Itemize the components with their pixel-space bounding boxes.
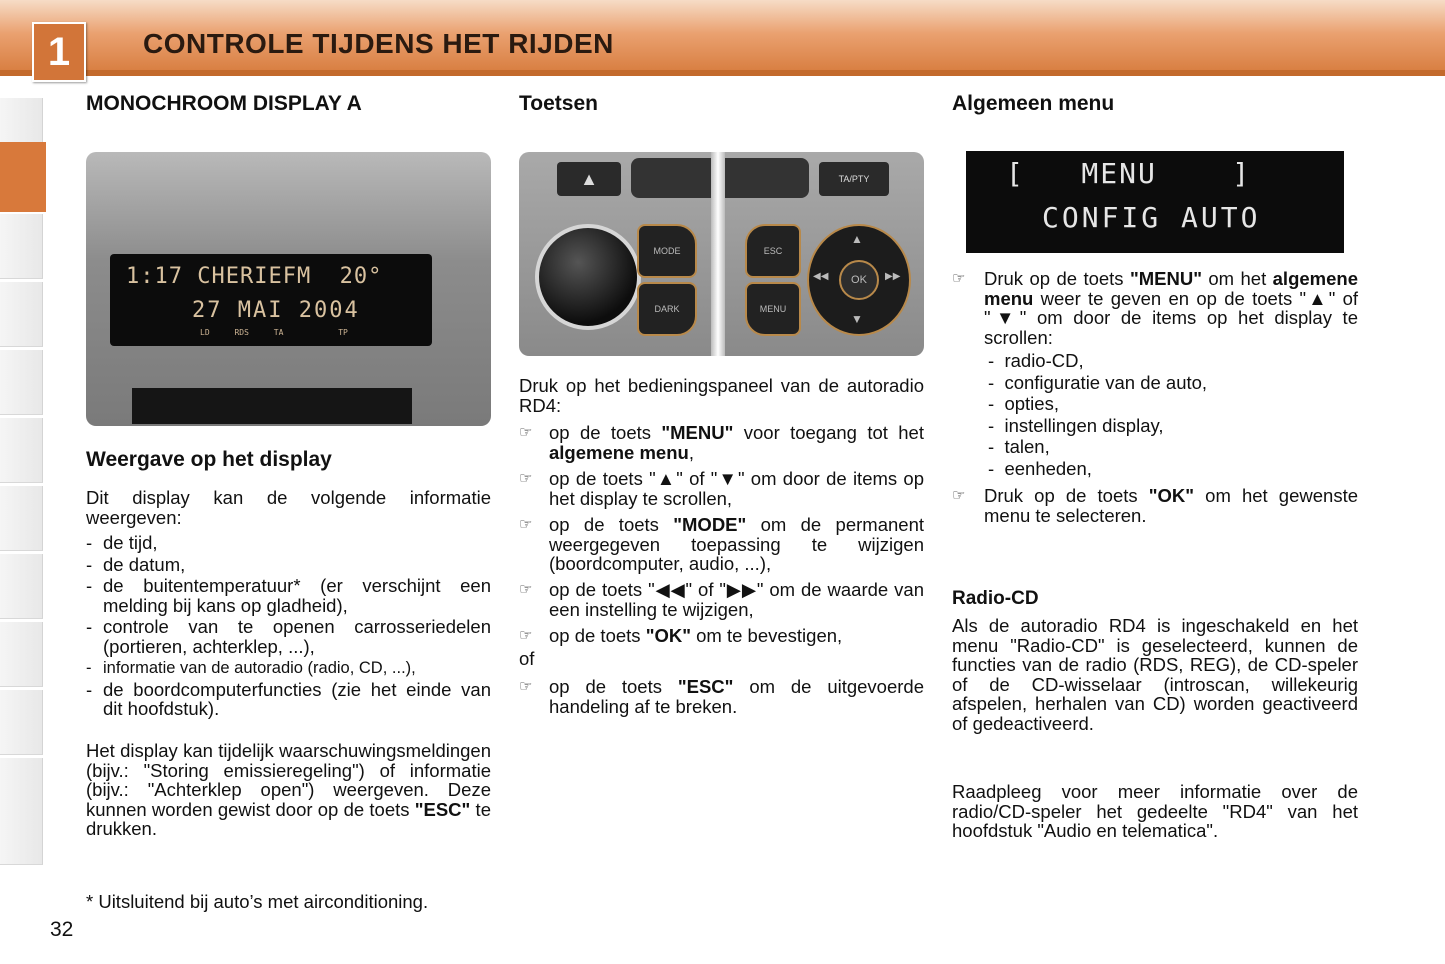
chapter-tab[interactable]	[0, 554, 43, 619]
chapter-tab[interactable]	[0, 418, 43, 483]
list-item: - informatie van de autoradio (radio, CD, ...),	[86, 659, 416, 677]
indicator-ld: LD	[200, 328, 210, 337]
ta-button[interactable]: TA/PTY	[819, 162, 889, 196]
display-screen	[110, 254, 432, 346]
rewind-icon[interactable]: ◀◀	[813, 271, 829, 282]
bullet-select: ☞ Druk op de toets "OK" om het gewenste menu te selecteren.	[952, 485, 1358, 526]
page-number: 32	[50, 918, 74, 941]
display-a-image	[86, 152, 491, 426]
dark-button[interactable]: DARK	[637, 282, 697, 336]
ok-button[interactable]: OK	[839, 260, 879, 300]
subtitle-radio-cd: Radio-CD	[952, 588, 1039, 609]
list-item: - talen,	[988, 436, 1050, 457]
menu-button[interactable]: MENU	[745, 282, 801, 336]
indicator-rds: RDS	[234, 328, 249, 337]
header-rule	[0, 70, 1445, 76]
chapter-tabs	[0, 98, 48, 868]
pointing-hand-icon: ☞	[952, 487, 966, 504]
chapter-tab[interactable]	[0, 350, 43, 415]
chapter-tab-active[interactable]	[0, 142, 46, 212]
indicator-tp: TP	[338, 328, 348, 337]
warning-paragraph: Het display kan tijdelijk waarschuwingsmeldingen (bijv.: "Storing emissieregeling") of informatie (bijv.: "Achterklep open") weergeven. Deze kunnen worden gewist door op de toets "ESC" te drukken.	[86, 740, 491, 839]
chapter-tab[interactable]	[0, 622, 43, 687]
list-item: - configuratie van de auto,	[988, 371, 1208, 393]
section-title-display: MONOCHROOM DISPLAY A	[86, 92, 362, 115]
menu-items-list	[988, 350, 1348, 479]
forward-icon[interactable]: ▶▶	[885, 271, 901, 282]
section-title-menu: Algemeen menu	[952, 92, 1115, 115]
pointing-hand-icon: ☞	[519, 516, 533, 533]
panel-intro: Druk op het bedieningspaneel van de autoradio RD4:	[519, 375, 924, 416]
bullet-scroll: ☞ op de toets "▲" of "▼" om door de items op het display te scrollen,	[519, 468, 924, 509]
up-arrow-icon[interactable]: ▲	[851, 232, 863, 246]
menu-display-image	[966, 151, 1344, 253]
pointing-hand-icon: ☞	[519, 424, 533, 441]
radio-cd-paragraph: Als de autoradio RD4 is ingeschakeld en het menu "Radio-CD" is geselecteerd, kunnen de functies van de radio (RDS, REG), de CD-speler of de CD-wisselaar (introscan, willekeurig afspelen, herhalen van CD) worden geactiveerd of gedeactiveerd.	[952, 615, 1358, 734]
intro-text: Dit display kan de volgende informatie weergeven:	[86, 487, 491, 528]
menu-display-line-2: CONFIG AUTO	[1042, 201, 1261, 234]
list-item: - de boordcomputerfuncties (zie het einde van dit hoofdstuk).	[86, 678, 491, 719]
pointing-hand-icon: ☞	[519, 470, 533, 487]
mode-button[interactable]: MODE	[637, 224, 697, 278]
list-item: - eenheden,	[988, 457, 1092, 479]
list-item: - de datum,	[86, 553, 186, 575]
list-item: - de buitentemperatuur* (er verschijnt een melding bij kans op gladheid),	[86, 575, 491, 616]
panel-divider	[711, 152, 725, 356]
chapter-number: 1	[32, 22, 86, 82]
bullet-value: ☞ op de toets "◀◀" of "▶▶" om de waarde van een instelling te wijzigen,	[519, 579, 924, 620]
chapter-tab[interactable]	[0, 690, 43, 755]
reference-paragraph: Raadpleeg voor meer informatie over de radio/CD-speler het gedeelte "RD4" van het hoofdstuk "Audio en telematica".	[952, 781, 1358, 841]
volume-knob[interactable]	[535, 224, 641, 330]
display-line-2: 27 MAI 2004	[192, 298, 360, 323]
down-arrow-icon[interactable]: ▼	[851, 312, 863, 326]
bullet-menu: ☞ op de toets "MENU" voor toegang tot het algemene menu,	[519, 422, 924, 463]
chapter-title: CONTROLE TIJDENS HET RIJDEN	[143, 28, 614, 59]
bullet-mode: ☞ op de toets "MODE" om de permanent weergegeven toepassing te wijzigen (boordcomputer, audio, ...),	[519, 514, 924, 574]
pointing-hand-icon: ☞	[519, 627, 533, 644]
list-item: - radio-CD,	[988, 350, 1084, 371]
or-text: of	[519, 648, 535, 669]
pointing-hand-icon: ☞	[952, 270, 966, 287]
section-title-toetsen: Toetsen	[519, 92, 598, 115]
chapter-tab[interactable]	[0, 282, 43, 347]
bullet-esc: ☞ op de toets "ESC" om de uitgevoerde handeling af te breken.	[519, 676, 924, 717]
subtitle-weergave: Weergave op het display	[86, 448, 332, 471]
pointing-hand-icon: ☞	[519, 678, 533, 695]
esc-button[interactable]: ESC	[745, 224, 801, 278]
bullet-ok: ☞ op de toets "OK" om te bevestigen,	[519, 625, 843, 646]
chapter-tab[interactable]	[0, 486, 43, 551]
info-list	[86, 532, 491, 719]
list-item: - opties,	[988, 393, 1059, 414]
pointing-hand-icon: ☞	[519, 581, 533, 598]
list-item: - instellingen display,	[988, 414, 1164, 436]
navigation-pad[interactable]	[807, 224, 911, 336]
control-panel-image	[519, 152, 924, 356]
indicator-ta: TA	[273, 328, 284, 337]
chapter-tab[interactable]	[0, 758, 43, 865]
menu-display-line-1: [ MENU ]	[1006, 157, 1252, 190]
eject-button[interactable]: ▲	[557, 162, 621, 196]
list-item: - de tijd,	[86, 532, 158, 553]
footnote: * Uitsluitend bij auto’s met airconditioning.	[86, 891, 429, 912]
chapter-tab[interactable]	[0, 214, 43, 279]
list-item: - controle van te openen carrosseriedelen (portieren, achterklep, ...),	[86, 616, 491, 657]
bullet-general-menu: ☞ Druk op de toets "MENU" om het algemene menu weer te geven en op de toets "▲" of "▼" om door de items op het display te scrollen:	[952, 268, 1358, 348]
display-lower-strip	[132, 388, 412, 424]
display-line-1: 1:17 CHERIEFM 20°	[126, 264, 383, 289]
display-indicators	[200, 328, 348, 337]
